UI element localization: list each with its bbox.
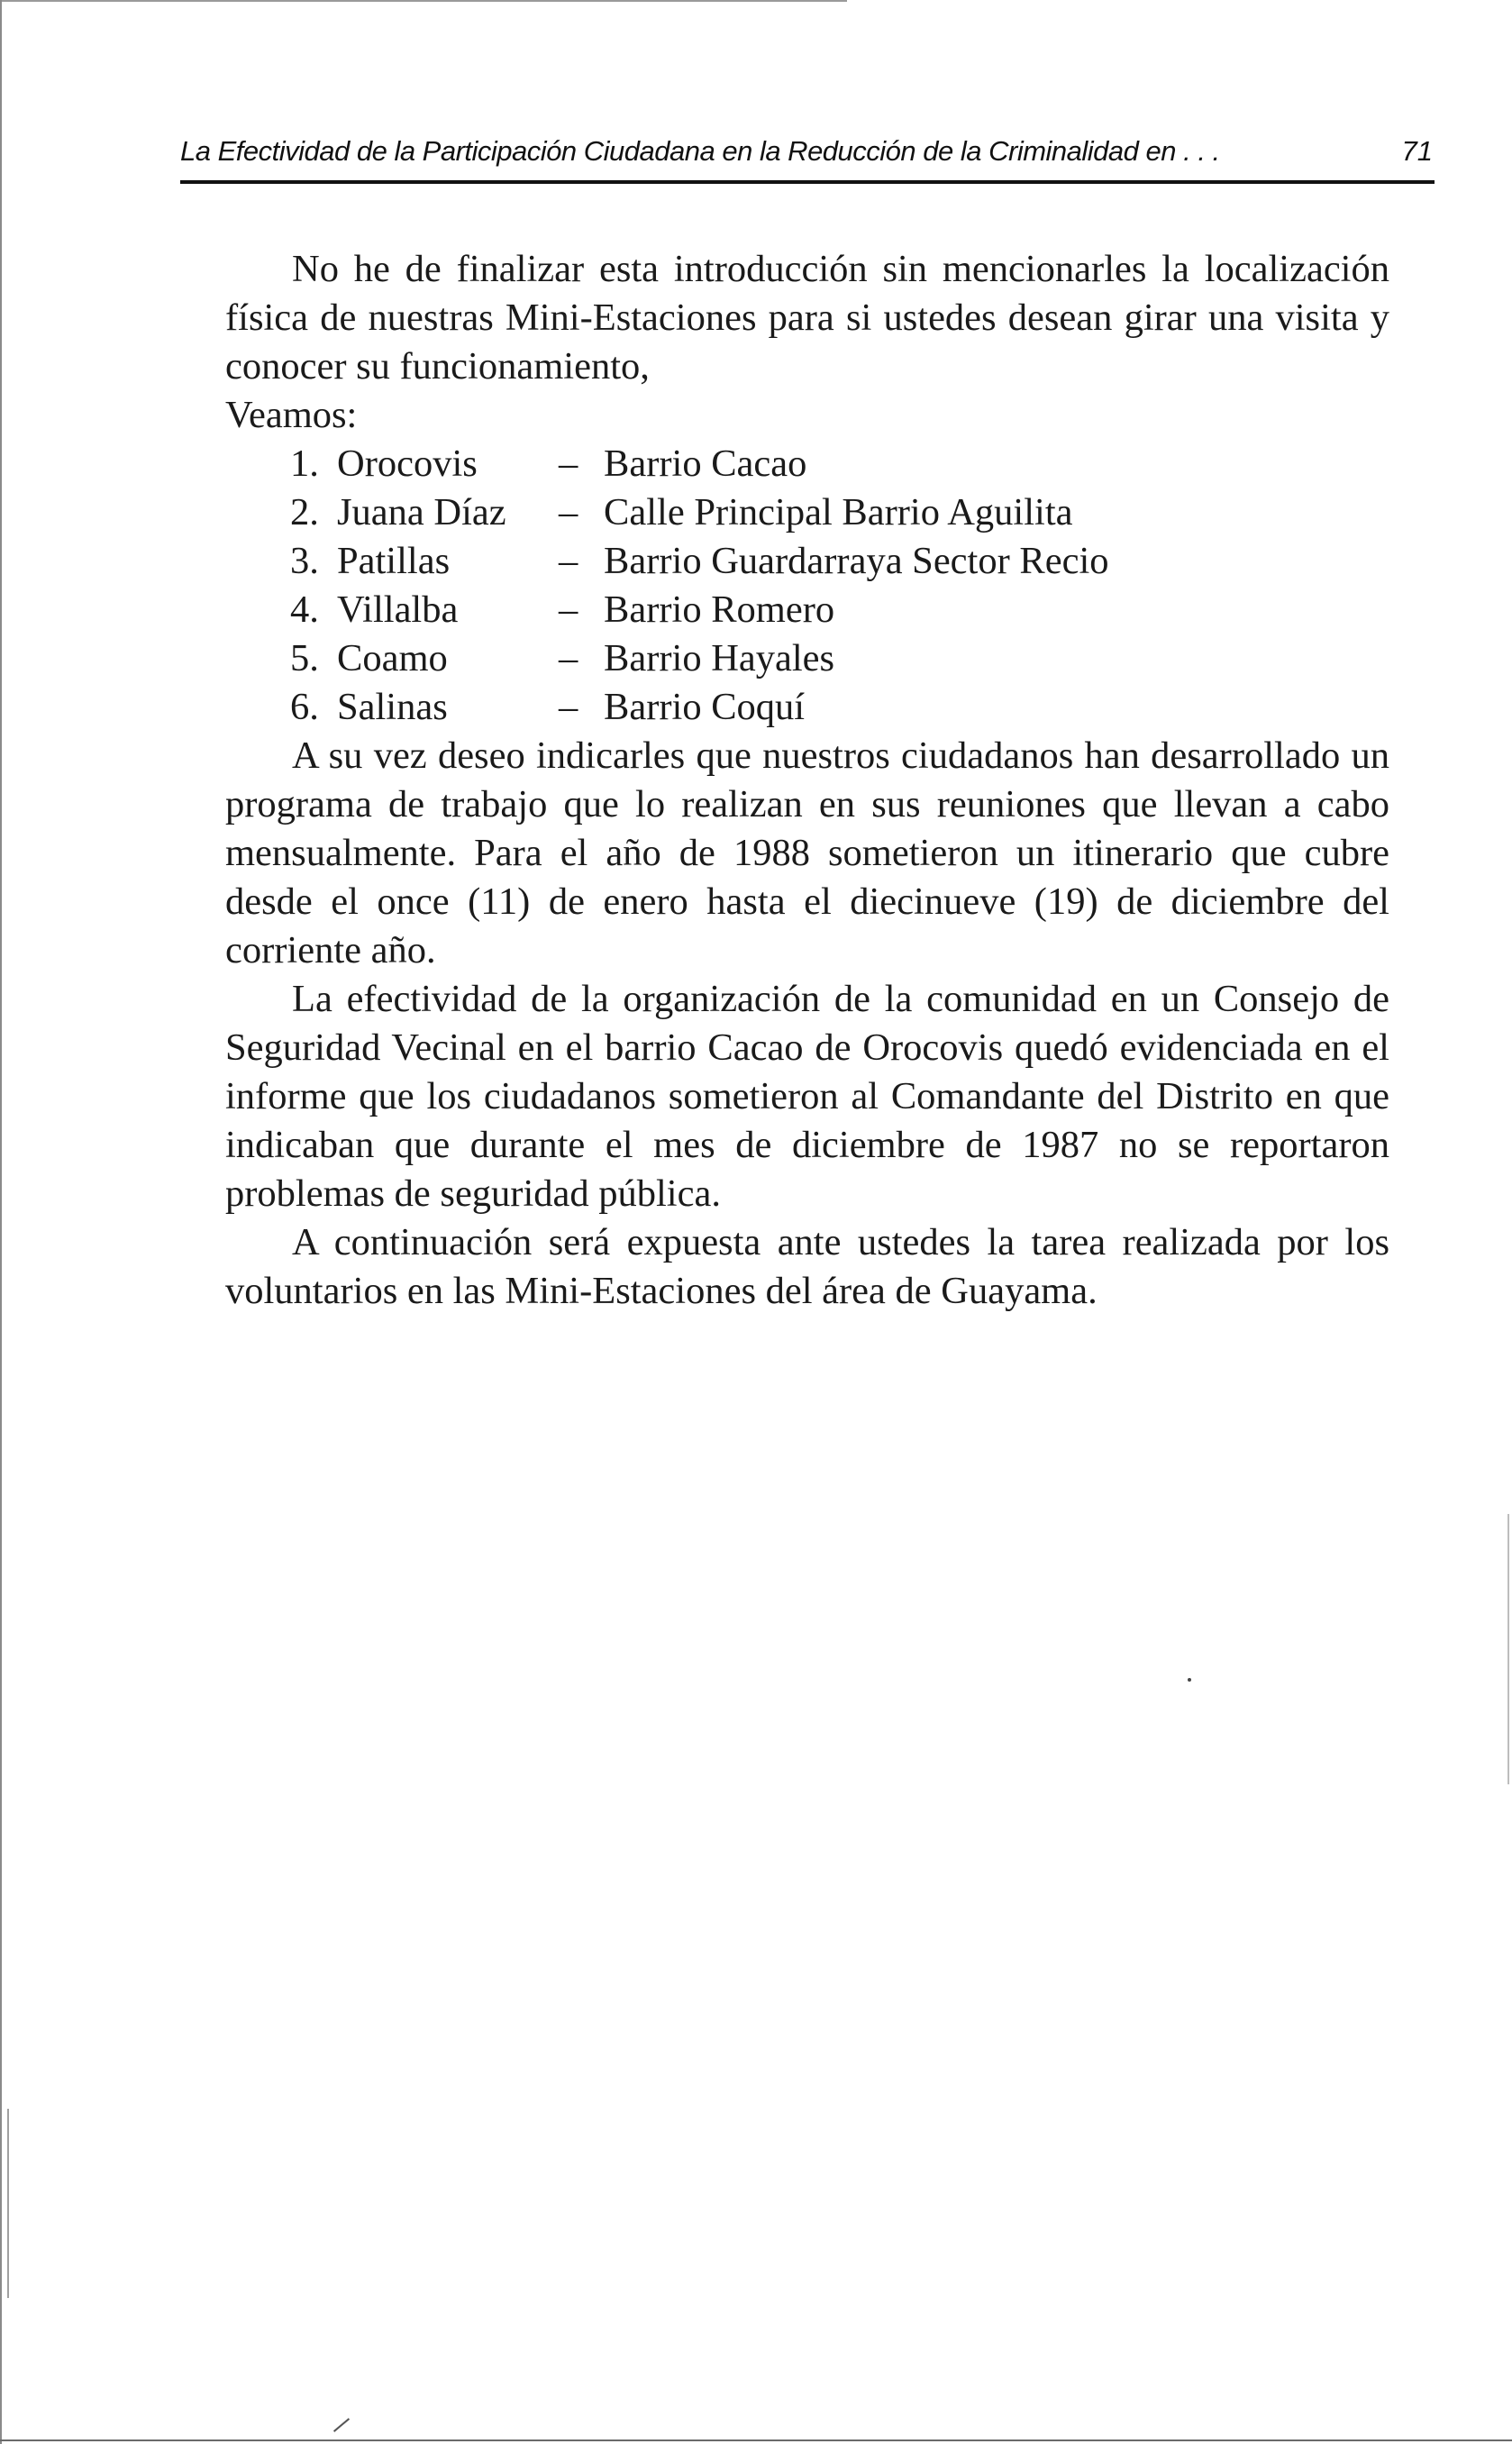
station-dash: – [559,686,578,728]
header-rule [180,180,1435,184]
station-item [225,488,1389,537]
station-dash: – [559,540,578,582]
station-town: Patillas [337,540,451,582]
station-dash: – [559,588,578,631]
station-number: 5. [290,637,319,679]
station-place: Barrio Coquí [604,686,806,728]
station-dash: – [559,491,578,533]
stations-list [225,440,1389,732]
station-number: 4. [290,588,319,631]
list-lead: Veamos: [225,394,358,436]
station-town: Orocovis [337,442,478,485]
scan-mark-left [7,2109,9,2298]
paragraph-program: A su vez deseo indicarles que nuestros ciudadanos han desarrollado un programa de trabajo que lo realizan en sus reuniones que llevan a cabo mensualmente. Para el año de 1988 sometieron un itinerario que cubre desde el once (11) de enero hasta el diecinueve (19) de diciembre del corriente año. [225,734,1389,971]
station-town: Villalba [337,588,459,631]
intro-paragraph: No he de finalizar esta introducción sin mencionarles la localización física de nuestras Mini-Estaciones para si ustedes desean girar una visita y conocer su funcionamiento, [225,248,1389,388]
station-number: 1. [290,442,319,485]
paragraph-closing: A continuación será expuesta ante ustedes la tarea realizada por los voluntarios en las Mini-Estaciones del área de Guayama. [225,1221,1389,1312]
station-town: Salinas [337,686,448,728]
station-item [225,586,1389,634]
station-place: Barrio Guardarraya Sector Recio [604,540,1109,582]
stray-dot-mark [1188,1678,1191,1682]
paragraph-effectiveness: La efectividad de la organización de la comunidad en un Consejo de Seguridad Vecinal en el barrio Cacao de Orocovis quedó evidenciada en el informe que los ciudadanos sometieron al Comandante del Distrito en que indicaban que durante el mes de diciembre de 1987 no se reportaron problemas de seguridad pública. [225,978,1389,1215]
station-place: Barrio Hayales [604,637,835,679]
scan-edge-top [0,0,847,2]
page-number: 71 [1401,135,1433,167]
station-dash: – [559,442,578,485]
running-header [180,135,1433,175]
scan-edge-left [0,0,2,2444]
station-item [225,634,1389,683]
station-town: Juana Díaz [337,491,506,533]
scan-edge-bottom [0,2439,1512,2441]
station-dash: – [559,637,578,679]
running-title: La Efectividad de la Participación Ciudadana en la Reducción de la Criminalidad en . . . [180,135,1220,167]
station-number: 2. [290,491,319,533]
body-text [225,245,1389,1316]
station-place: Barrio Romero [604,588,835,631]
stray-pen-mark [333,2418,350,2432]
station-item [225,683,1389,732]
station-town: Coamo [337,637,448,679]
station-item [225,440,1389,488]
station-number: 6. [290,686,319,728]
station-place: Barrio Cacao [604,442,807,485]
station-place: Calle Principal Barrio Aguilita [604,491,1073,533]
station-number: 3. [290,540,319,582]
station-item [225,537,1389,586]
scan-mark-right [1507,1514,1509,1784]
